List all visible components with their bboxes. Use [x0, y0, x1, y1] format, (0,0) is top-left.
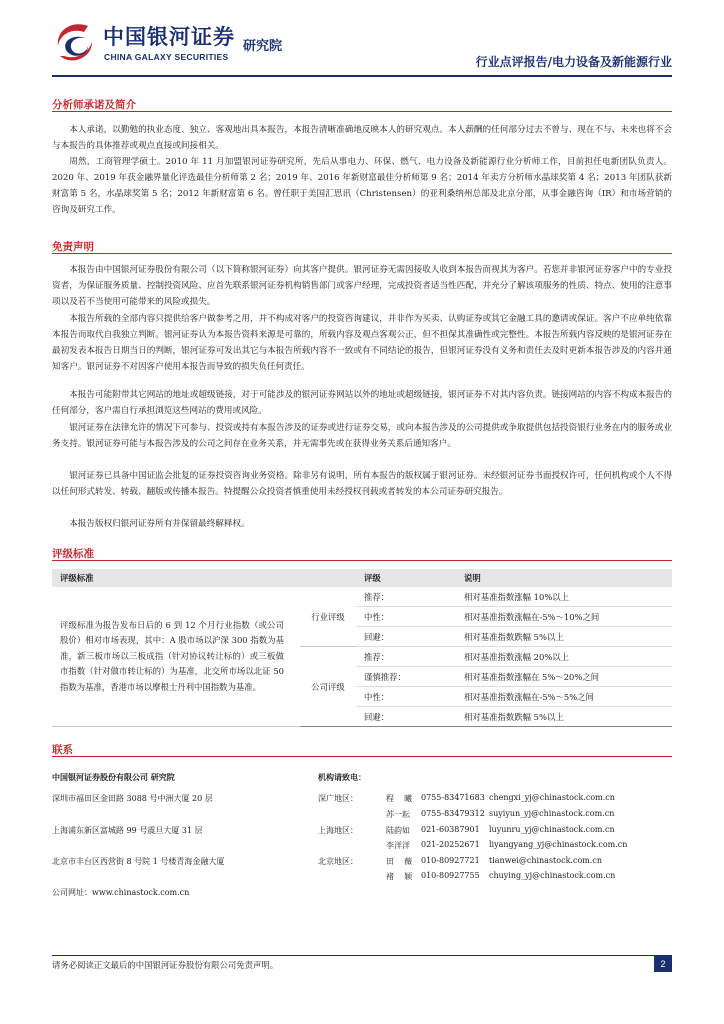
rating-header-standard: 评级标准	[52, 569, 300, 587]
disclaimer-paragraph: 银河证券在法律允许的情况下可参与、投资或持有本报告涉及的证券或进行证券交易，或向本报告涉及的公司提供或争取提供包括投资银行业务在内的服务或业务支持。银河证券可能与本报告涉及的公司之间存在业务关系，并无需事先或在获得业务关系后通知客户。	[52, 423, 672, 449]
brand-name-cn: 中国银河证券	[103, 25, 235, 49]
rating-level: 谨慎推荐：	[356, 667, 456, 687]
rating-desc: 相对基准指数涨幅在 5%～20%之间	[456, 667, 672, 687]
address-beijing: 北京市丰台区西营街 8 号院 1 号楼青海金融大厦	[52, 857, 225, 866]
rating-header-desc: 说明	[456, 569, 672, 587]
company-name: 中国银河证券股份有限公司 研究院	[52, 773, 175, 782]
disclaimer-paragraph: 本报告所载的全部内容只提供给客户做参考之用，并不构成对客户的投资咨询建议，并非作为买卖、认购证券或其它金融工具的邀请或保证。客户不应单纯依靠本报告而取代自我独立判断。银河证券认为本报告资料来源是可靠的，所载内容及观点客观公正，但不担保其准确性或完整性。本报告所载内容反映的是银河证券在最初发表本报告日期当日的判断，银河证券可发出其它与本报告所载内容不一致或有不同结论的报告，但银河证券没有义务和责任去及时更新本报告涉及的内容并通知客户。银河证券不对因客户使用本报告而导致的损失负任何责任。	[52, 314, 672, 372]
contact-phone: 0755-83471683	[421, 793, 485, 802]
rating-table	[52, 569, 672, 727]
rating-level: 中性：	[356, 687, 456, 707]
contact-phone: 010-80927721	[421, 856, 480, 865]
rating-level: 回避：	[356, 707, 456, 727]
rating-desc: 相对基准指数跌幅 5%以上	[456, 627, 672, 647]
contact-section-divider	[52, 756, 672, 757]
rating-level: 中性：	[356, 607, 456, 627]
rating-level: 推荐：	[356, 587, 456, 607]
report-type: 行业点评报告/电力设备及新能源行业	[475, 55, 672, 69]
contact-name: 李洋洋	[386, 841, 410, 850]
contact-email[interactable]: tianwei@chinastock.com.cn	[489, 856, 603, 865]
contact-phone: 0755-83479312	[421, 809, 485, 818]
address-shenzhen: 深圳市福田区金田路 3088 号中洲大厦 20 层	[52, 794, 213, 803]
footer-note: 请务必阅读正文最后的中国银河证券股份有限公司免责声明。	[52, 960, 279, 970]
company-website[interactable]: 公司网址：www.chinastock.com.cn	[52, 888, 190, 897]
contact-phone: 021-20252671	[421, 840, 480, 849]
brand-name-en: CHINA GALAXY SECURITIES	[104, 52, 229, 62]
contact-name: 程 曦	[386, 794, 413, 803]
rating-desc: 相对基准指数涨幅在-5%～5%之间	[456, 687, 672, 707]
disclaimer-paragraph: 银河证券已具备中国证监会批复的证券投资咨询业务资格。除非另有说明，所有本报告的版权属于银河证券。未经银河证券书面授权许可，任何机构或个人不得以任何形式转发、转载、翻版或传播本报告。特提醒公众投资者慎重使用未经授权刊载或者转发的本公司证券研究报告。	[52, 471, 672, 497]
disclaimer-paragraph: 本报告可能附带其它网站的地址或超级链接，对于可能涉及的银河证券网站以外的地址或超级链接，银河证券不对其内容负责。链接网站的内容不构成本报告的任何部分，客户需自行承担浏览这些网站的费用或风险。	[52, 390, 672, 416]
header-divider	[52, 75, 672, 77]
contact-email[interactable]: chengxi_yj@chinastock.com.cn	[489, 793, 615, 802]
rating-standard-description: 评级标准为报告发布日后的 6 到 12 个月行业指数（或公司股价）相对市场表现，其中：A 股市场以沪深 300 指数为基准，新三板市场以三板成指（针对协议转让标的）或三板做市指数（针对做市转让标的）为基准，北交所市场以北证 50 指数为基准，香港市场以摩根士丹利中国指数为基准。	[52, 587, 300, 727]
contact-name: 苏一耘	[386, 810, 410, 819]
analyst-section-divider	[52, 111, 672, 112]
rating-header-level: 评级	[356, 569, 456, 587]
contact-email[interactable]: chuying_yj@chinastock.com.cn	[489, 871, 616, 880]
region-label: 北京地区：	[318, 857, 358, 866]
institute-label: 研究院	[243, 39, 283, 54]
contact-email[interactable]: liyangyang_yj@chinastock.com.cn	[489, 840, 628, 849]
rating-section-title: 评级标准	[52, 548, 94, 560]
rating-desc: 相对基准指数涨幅 20%以上	[456, 647, 672, 667]
rating-desc: 相对基准指数涨幅 10%以上	[456, 587, 672, 607]
rating-desc: 相对基准指数跌幅 5%以上	[456, 707, 672, 727]
contact-email[interactable]: suyiyun_yj@chinastock.com.cn	[489, 809, 615, 818]
analyst-commitment: 本人承诺，以勤勉的执业态度、独立、客观地出具本报告，本报告清晰准确地反映本人的研究观点。本人薪酬的任何部分过去不曾与、现在不与、未来也将不会与本报告的具体推荐或观点直接或间接相关。	[52, 125, 672, 151]
galaxy-logo-icon	[52, 20, 98, 66]
rating-table-header	[52, 569, 672, 587]
contact-name: 陆韵如	[386, 826, 410, 835]
analyst-section-title: 分析师承诺及简介	[52, 99, 136, 111]
analyst-bio: 周然，工商管理学硕士。2010 年 11 月加盟银河证券研究所，先后从事电力、环保、燃气、电力设备及新能源行业分析师工作，目前担任电新团队负责人。2020 年、2019 年获金融界量化评选最佳分析师第 2 名；2019 年、2016 年新财富最佳分析师第 9 名；2014 年卖方分析师水晶球奖第 4 名；2013 年团队获新财富第 5 名，水晶球奖第 5 名；2012 年新财富第 6 名。曾任职于美国汇思讯（Christensen）的亚利桑纳州总部及北京分部，从事金融咨询（IR）和市场营销的咨询及研究工作。	[52, 157, 672, 215]
sales-contact-title: 机构请致电：	[318, 773, 366, 782]
disclaimer-section-title: 免责声明	[52, 241, 94, 253]
contact-name: 田 薇	[386, 857, 413, 866]
rating-section-divider	[52, 560, 672, 561]
contact-name: 褚 颖	[386, 872, 413, 881]
contact-phone: 021-60387901	[421, 825, 480, 834]
rating-category-industry: 行业评级	[300, 587, 356, 647]
rating-level: 回避：	[356, 627, 456, 647]
contact-phone: 010-80927755	[421, 871, 480, 880]
disclaimer-paragraph: 本报告版权归银河证券所有并保留最终解释权。	[69, 519, 250, 529]
rating-desc: 相对基准指数涨幅在-5%～10%之间	[456, 607, 672, 627]
footer-divider	[52, 955, 672, 956]
rating-category-company: 公司评级	[300, 647, 356, 727]
region-label: 上海地区：	[318, 826, 358, 835]
table-row	[52, 587, 672, 607]
contact-email[interactable]: luyunru_yj@chinastock.com.cn	[489, 825, 615, 834]
address-shanghai: 上海浦东新区富城路 99 号震旦大厦 31 层	[52, 826, 203, 835]
region-label: 深广地区：	[318, 794, 358, 803]
disclaimer-section-divider	[52, 253, 672, 254]
contact-section-title: 联系	[52, 744, 73, 756]
rating-level: 推荐：	[356, 647, 456, 667]
page-number: 2	[654, 956, 672, 972]
disclaimer-paragraph: 本报告由中国银河证券股份有限公司（以下简称银河证券）向其客户提供。银河证券无需因接收人收到本报告而视其为客户。若您并非银河证券客户中的专业投资者，为保证服务质量、控制投资风险、应首先联系银河证券机构销售部门或客户经理，完成投资者适当性匹配，并充分了解该项服务的性质、特点、使用的注意事项以及若不当使用可能带来的风险或损失。	[52, 265, 672, 307]
